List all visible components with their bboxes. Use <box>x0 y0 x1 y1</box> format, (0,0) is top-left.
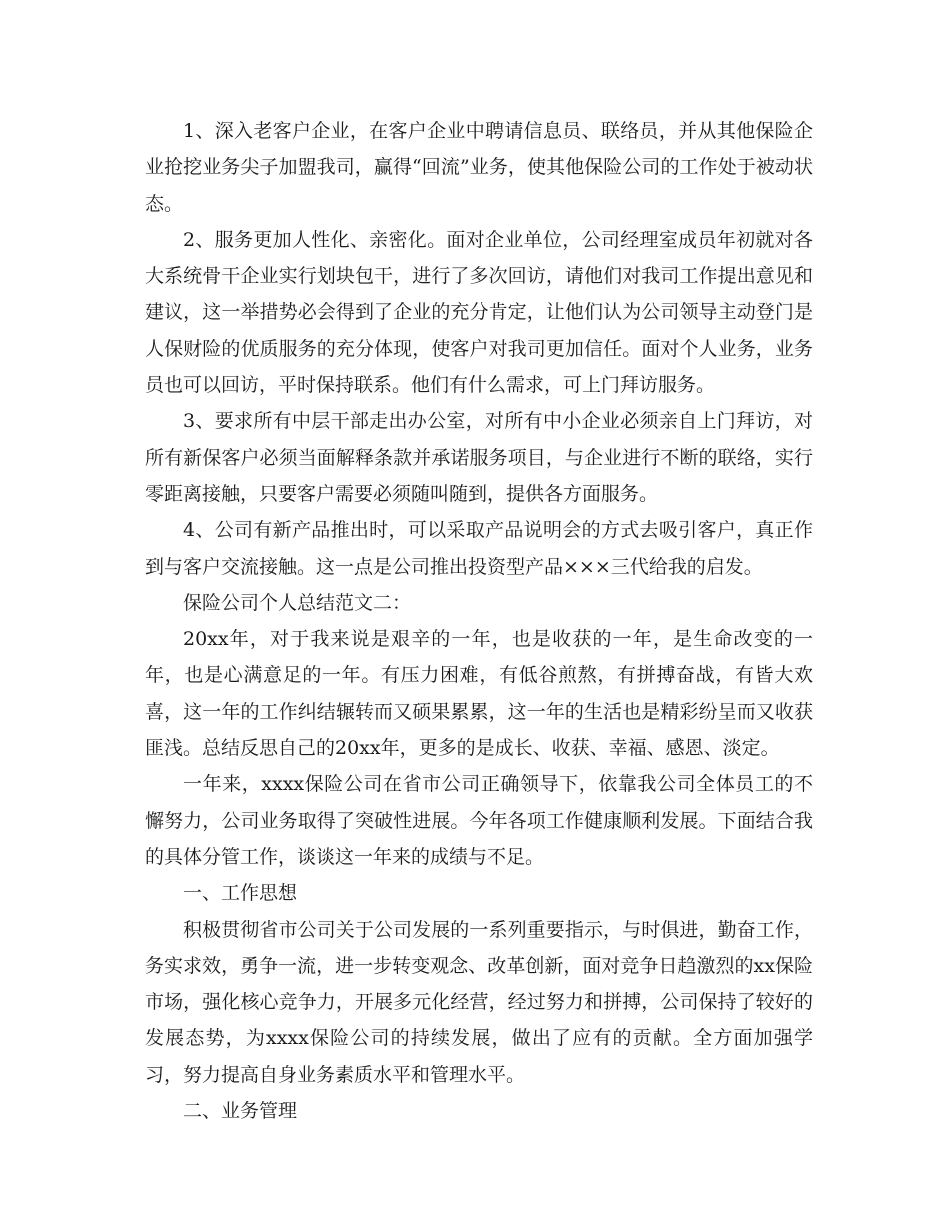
paragraph-visit-requirements: 3、要求所有中层干部走出办公室，对所有中小企业必须亲自上门拜访，对所有新保客户必须当面解释条款并承诺服务项目，与企业进行不断的联络，实行零距离接触，只要客户需要必须随叫随到，提供各方面服务。 <box>145 410 813 505</box>
paragraph-client-enterprise: 1、深入老客户企业，在客户企业中聘请信息员、联络员，并从其他保险企业抢挖业务尖子加盟我司，赢得“回流”业务，使其他保险公司的工作处于被动状态。 <box>145 120 813 215</box>
paragraph-year-review: 20xx年，对于我来说是艰辛的一年，也是收获的一年，是生命改变的一年，也是心满意足的一年。有压力困难，有低谷煎熬，有拼搏奋战，有皆大欢喜，这一年的工作纠结辗转而又硕果累累，这一年的生活也是精彩纷呈而又收获匪浅。总结反思自己的20xx年，更多的是成长、收获、幸福、感恩、淡定。 <box>145 628 813 760</box>
paragraph-work-thoughts: 积极贯彻省市公司关于公司发展的一系列重要指示，与时俱进，勤奋工作，务实求效，勇争一流，进一步转变观念、改革创新，面对竞争日趋激烈的xx保险市场，强化核心竞争力，开展多元化经营，经过努力和拼搏，公司保持了较好的发展态势，为xxxx保险公司的持续发展，做出了应有的贡献。全方面加强学习，努力提高自身业务素质水平和管理水平。 <box>145 918 813 1086</box>
paragraph-new-product: 4、公司有新产品推出时，可以采取产品说明会的方式去吸引客户，真正作到与客户交流接触。这一点是公司推出投资型产品×××三代给我的启发。 <box>145 519 813 578</box>
paragraph-company-progress: 一年来，xxxx保险公司在省市公司正确领导下，依靠我公司全体员工的不懈努力，公司业务取得了突破性进展。今年各项工作健康顺利发展。下面结合我的具体分管工作，谈谈这一年来的成绩与不足。 <box>145 773 813 868</box>
heading-work-thoughts: 一、工作思想 <box>183 882 298 905</box>
paragraph-service-humanized: 2、服务更加人性化、亲密化。面对企业单位，公司经理室成员年初就对各大系统骨干企业实行划块包干，进行了多次回访，请他们对我司工作提出意见和建议，这一举措势必会得到了企业的充分肯定，让他们认为公司领导主动登门是人保财险的优质服务的充分体现，使客户对我司更加信任。面对个人业务，业务员也可以回访，平时保持联系。他们有什么需求，可上门拜访服务。 <box>145 228 813 397</box>
heading-business-management: 二、业务管理 <box>183 1100 298 1123</box>
section-title-sample-two: 保险公司个人总结范文二： <box>183 591 412 614</box>
document-body <box>145 113 813 1129</box>
